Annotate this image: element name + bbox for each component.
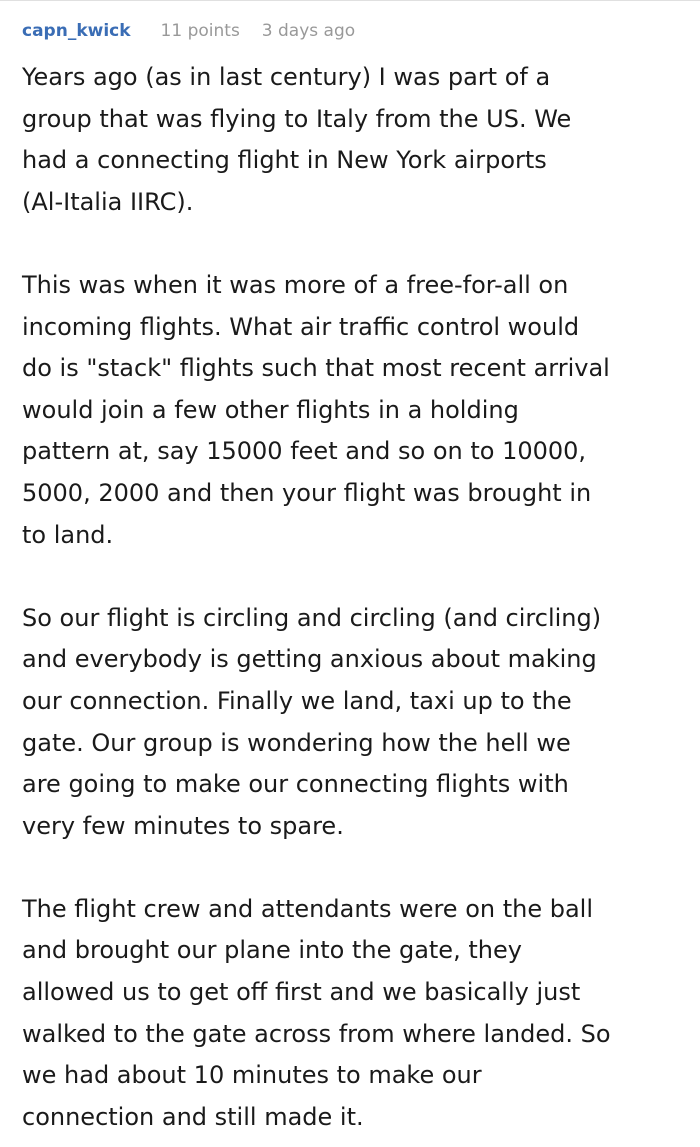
comment-meta [22,1,700,57]
points: 11 points [160,21,240,41]
comment-text-line: had a connecting flight in New York airports [22,146,547,175]
comment-text-line: (Al-Italia IIRC). [22,187,194,216]
comment-text-line: gate. Our group is wondering how the hell we [22,728,571,757]
comment-text-line: and everybody is getting anxious about making [22,645,597,674]
comment-body [22,57,700,1138]
comment-text-line: group that was flying to Italy from the US. We [22,104,572,133]
comment-text-line: pattern at, say 15000 feet and so on to 10000, [22,437,587,466]
comment-text-line: walked to the gate across from where landed. So [22,1019,611,1048]
comment-text-line: and brought our plane into the gate, they [22,936,522,965]
comment-text-line: So our flight is circling and circling (and circling) [22,603,602,632]
username-link[interactable]: capn_kwick [22,21,131,41]
comment-text-line: 5000, 2000 and then your flight was brought in [22,478,592,507]
comment-text-line: very few minutes to spare. [22,811,344,840]
comment-text-line: would join a few other flights in a holding [22,395,519,424]
comment-text-line: our connection. Finally we land, taxi up to the [22,686,572,715]
comment-text-line: The flight crew and attendants were on the ball [22,894,594,923]
comment-paragraph [22,889,700,1139]
timestamp: 3 days ago [261,21,356,41]
comment-text-line: Years ago (as in last century) I was part of a [22,63,551,91]
comment-text-line: incoming flights. What air traffic control would [22,312,580,341]
comment [0,1,700,1138]
comment-paragraph [22,598,700,848]
comment-text-line: are going to make our connecting flights with [22,770,569,799]
comment-text-line: to land. [22,520,114,549]
comment-paragraph [22,57,700,223]
comment-text-line: do is "stack" flights such that most recent arrival [22,354,610,383]
comment-text-line: connection and still made it. [22,1102,364,1131]
comment-paragraph [22,265,700,556]
comment-text-line: allowed us to get off first and we basically just [22,978,581,1007]
comment-text-line: This was when it was more of a free-for-all on [22,270,569,299]
comment-text-line: we had about 10 minutes to make our [22,1061,482,1090]
